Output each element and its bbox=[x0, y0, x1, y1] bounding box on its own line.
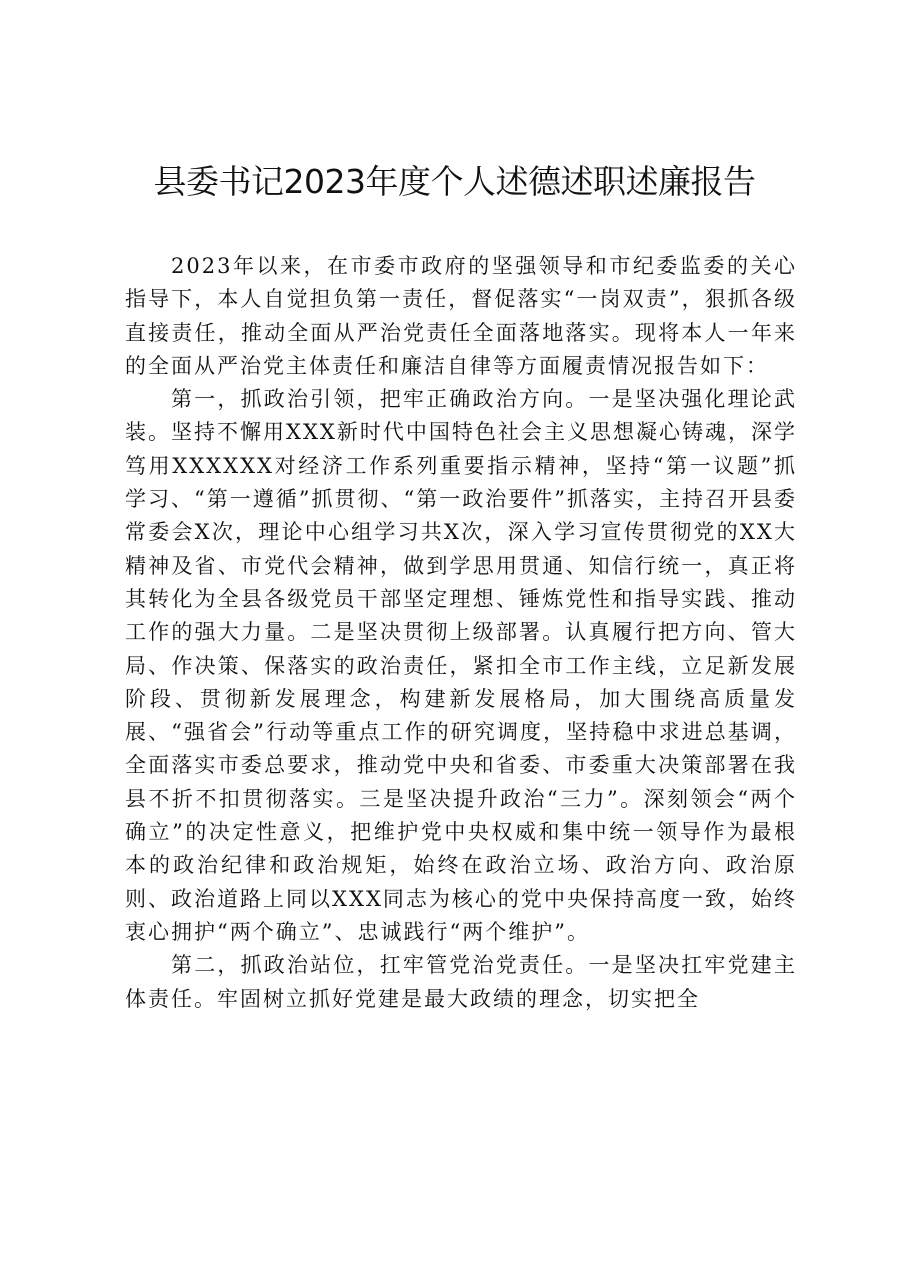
document-title: 县委书记2023年度个人述德述职述廉报告 bbox=[153, 162, 756, 201]
paragraph-first-section: 第一，抓政治引领，把牢正确政治方向。一是坚决强化理论武装。坚持不懈用XXX新时代中国特色社会主义思想凝心铸魂，深学笃用XXXXXX对经济工作系列重要指示精神，坚持“第一议题”抓学习、“第一遵循”抓贯彻、“第一政治要件”抓落实，主持召开县委常委会X次，理论中心组学习共X次，深入学习宣传贯彻党的XX大精神及省、市党代会精神，做到学思用贯通、知信行统一，真正将其转化为全县各级党员干部坚定理想、锤炼党性和指导实践、推动工作的强大力量。二是坚决贯彻上级部署。认真履行把方向、管大局、作决策、保落实的政治责任，紧扣全市工作主线，立足新发展阶段、贯彻新发展理念，构建新发展格局，加大围绕高质量发展、“强省会”行动等重点工作的研究调度，坚持稳中求进总基调，全面落实市委总要求，推动党中央和省委、市委重大决策部署在我县不折不扣贯彻落实。三是坚决提升政治“三力”。深刻领会“两个确立”的决定性意义，把维护党中央权威和集中统一领导作为最根本的政治纪律和政治规矩，始终在政治立场、政治方向、政治原则、政治道路上同以XXX同志为核心的党中央保持高度一致，始终衷心拥护“两个确立”、忠诚践行“两个维护”。 bbox=[125, 387, 797, 944]
paragraph-intro: 2023年以来，在市委市政府的坚强领导和市纪委监委的关心指导下，本人自觉担负第一责任，督促落实“一岗双责”，狠抓各级直接责任，推动全面从严治党责任全面落地落实。现将本人一年来的全面从严治党主体责任和廉洁自律等方面履责情况报告如下： bbox=[125, 254, 797, 378]
paragraph-second-section: 第二，抓政治站位，扛牢管党治党责任。一是坚决扛牢党建主体责任。牢固树立抓好党建是最大政绩的理念，切实把全 bbox=[125, 953, 797, 1011]
document-body bbox=[125, 250, 797, 1016]
